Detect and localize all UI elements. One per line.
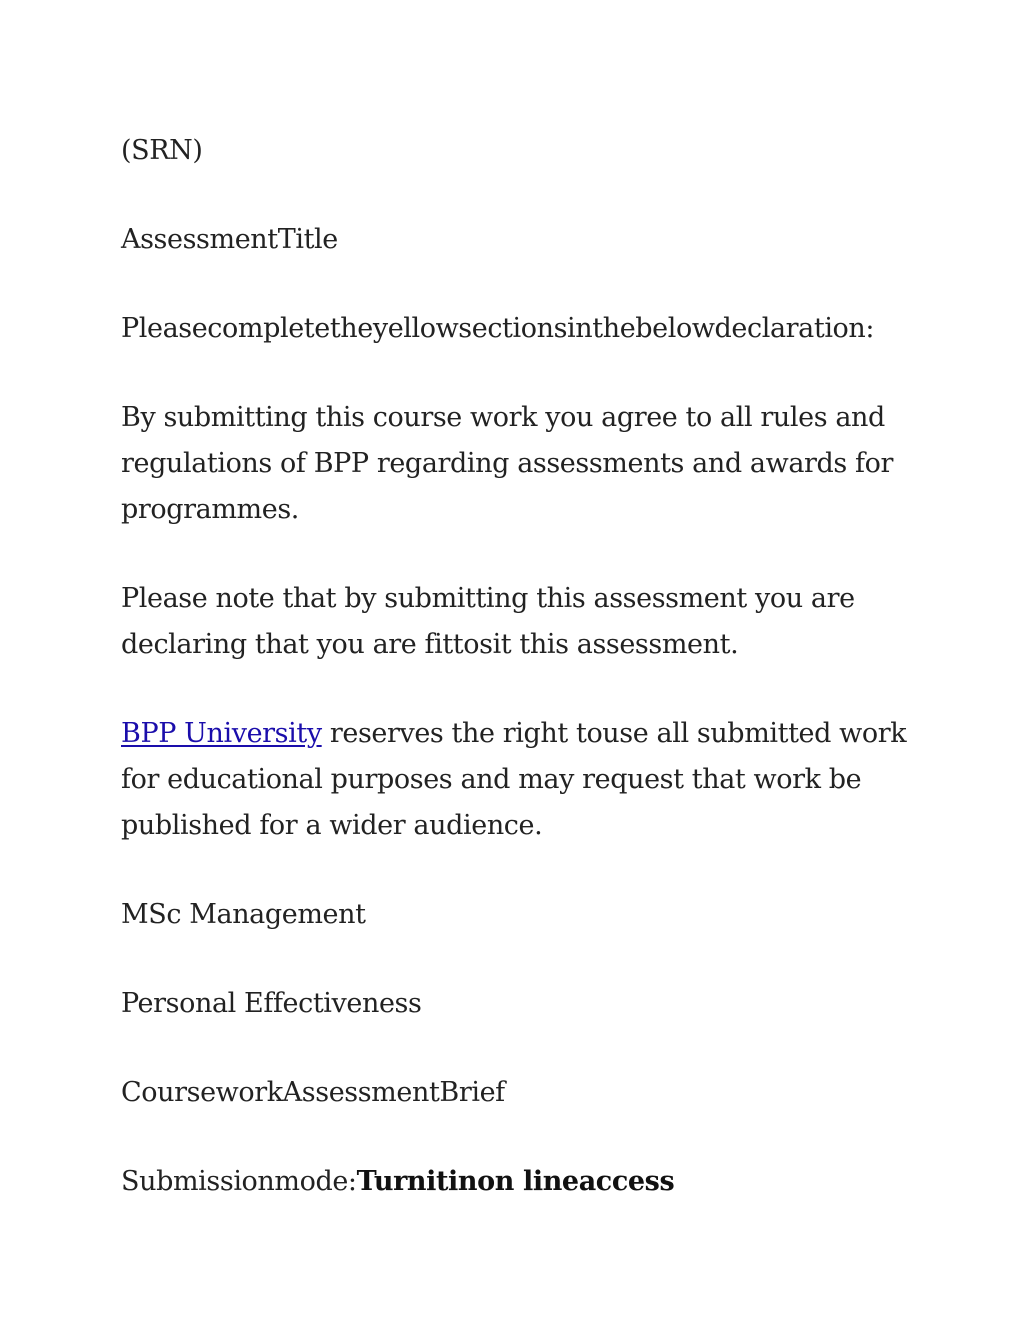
rights-paragraph [121, 711, 911, 849]
module-name: Personal Effectiveness [121, 988, 422, 1019]
assessment-title-label: AssessmentTitle [121, 224, 338, 255]
submission-mode-value: Turnitinon lineaccess [356, 1166, 675, 1197]
submission-mode [121, 1159, 911, 1205]
submission-mode-label: Submissionmode: [121, 1166, 357, 1197]
brief-title: CourseworkAssessmentBrief [121, 1077, 505, 1108]
fitness-paragraph: Please note that by submitting this assessment you are declaring that you are fittosit this assessment. [121, 583, 855, 660]
document-body [121, 128, 911, 1248]
declaration-instruction: Pleasecompletetheyellowsectionsinthebelowdeclaration: [121, 313, 875, 344]
bpp-university-link[interactable]: BPP University [121, 718, 322, 749]
agreement-paragraph: By submitting this course work you agree to all rules and regulations of BPP regarding assessments and awards for programmes. [121, 402, 893, 525]
rights-text: reserves the right touse all submitted work for educational purposes and may request that work be published for a wider audience. [121, 718, 907, 841]
srn-label: (SRN) [121, 135, 203, 166]
programme-name: MSc Management [121, 899, 366, 930]
